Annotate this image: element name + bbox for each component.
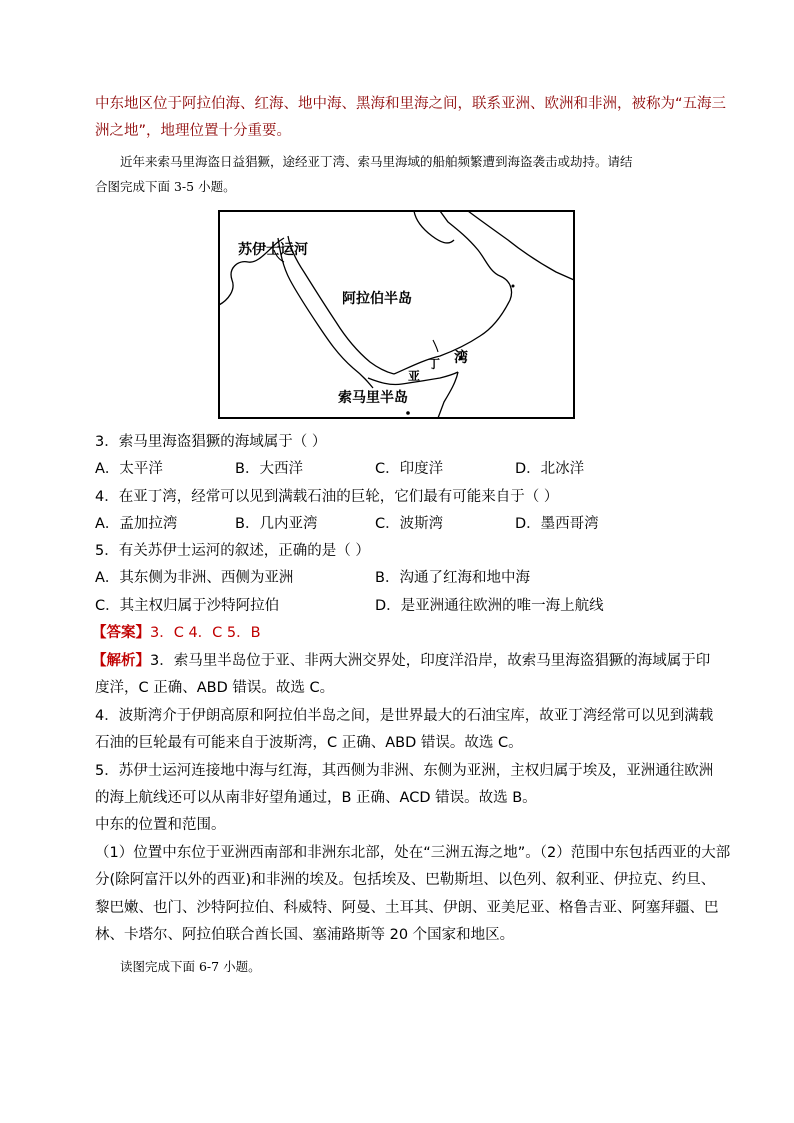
answer-line [92, 623, 261, 643]
analysis-line-4: 石油的巨轮最有可能来自于波斯湾，C 正确、ABD 错误。故选 C。 [95, 735, 523, 751]
analysis-line-6: 的海上航线还可以从南非好望角通过，B 正确、ACD 错误。故选 B。 [95, 790, 537, 806]
next-instruction: 读图完成下面 6-7 小题。 [120, 959, 261, 974]
label-ya: 亚 [408, 369, 421, 383]
analysis-tag: 【解析】 [92, 653, 150, 669]
q5-stem: 5．有关苏伊士运河的叙述，正确的是（ ） [95, 543, 370, 559]
answer-value: 3．C 4．C 5．B [150, 625, 261, 641]
knowledge-title: 中东的位置和范围。 [95, 817, 226, 833]
analysis-line-2: 度洋，C 正确、ABD 错误。故选 C。 [95, 680, 335, 696]
knowledge-line-1: （1）位置中东位于亚洲西南部和非洲东北部，处在“三洲五海之地”。（2）范围中东包括西亚的大部 [95, 845, 731, 861]
q3-option-d: D．北冰洋 [515, 461, 585, 477]
q4-option-b: B．几内亚湾 [235, 516, 318, 532]
intro-red-line-2: 洲之地”，地理位置十分重要。 [95, 123, 292, 139]
intro-red-line-1: 中东地区位于阿拉伯海、红海、地中海、黑海和里海之间，联系亚洲、欧洲和非洲，被称为“五海三 [95, 96, 727, 112]
knowledge-line-3: 黎巴嫩、也门、沙特阿拉伯、科威特、阿曼、土耳其、伊朗、亚美尼亚、格鲁吉亚、阿塞拜疆、巴 [95, 900, 719, 916]
q5-option-d: D．是亚洲通往欧洲的唯一海上航线 [375, 598, 604, 614]
analysis-line-3: 4．波斯湾介于伊朗高原和阿拉伯半岛之间，是世界最大的石油宝库，故亚丁湾经常可以见到满载 [95, 708, 714, 724]
q3-option-b: B．大西洋 [235, 461, 303, 477]
label-ding: 丁 [428, 357, 441, 371]
label-somali-peninsula: 索马里半岛 [338, 390, 408, 406]
passage-line-2: 合图完成下面 3-5 小题。 [95, 179, 236, 194]
q4-option-d: D．墨西哥湾 [515, 516, 599, 532]
q5-option-c: C．其主权归属于沙特阿拉伯 [95, 598, 280, 614]
knowledge-line-4: 林、卡塔尔、阿拉伯联合酋长国、塞浦路斯等 20 个国家和地区。 [95, 927, 515, 943]
label-suez-canal: 苏伊士运河 [238, 242, 308, 258]
q3-stem: 3．索马里海盗猖獗的海域属于（ ） [95, 434, 327, 450]
passage-line-1: 近年来索马里海盗日益猖獗，途经亚丁湾、索马里海域的船舶频繁遭到海盗袭击或劫持。请结 [120, 154, 633, 169]
q4-stem: 4．在亚丁湾，经常可以见到满载石油的巨轮，它们最有可能来自于（ ） [95, 489, 559, 505]
q5-option-a: A．其东侧为非洲、西侧为亚洲 [95, 570, 294, 586]
q3-option-a: A．太平洋 [95, 461, 163, 477]
oman-mark [512, 285, 515, 288]
knowledge-line-2: 分(除阿富汗以外的西亚)和非洲的埃及。包括埃及、巴勒斯坦、以色列、叙利亚、伊拉克、约旦、 [95, 872, 716, 888]
coast-mark [406, 411, 410, 415]
map-figure [218, 210, 575, 419]
answer-tag: 【答案】 [92, 625, 150, 641]
analysis-text-1: 3．索马里半岛位于亚、非两大洲交界处，印度洋沿岸，故索马里海盗猖獗的海域属于印 [150, 653, 711, 669]
label-arabian-peninsula: 阿拉伯半岛 [342, 291, 412, 307]
q4-option-a: A．孟加拉湾 [95, 516, 178, 532]
q4-option-c: C．波斯湾 [375, 516, 444, 532]
analysis-line-1 [92, 651, 710, 671]
label-bay: 湾 [454, 350, 468, 366]
q3-option-c: C．印度洋 [375, 461, 444, 477]
q5-option-b: B．沟通了红海和地中海 [375, 570, 530, 586]
analysis-line-5: 5．苏伊士运河连接地中海与红海，其西侧为非洲、东侧为亚洲，主权归属于埃及，亚洲通往欧洲 [95, 763, 714, 779]
